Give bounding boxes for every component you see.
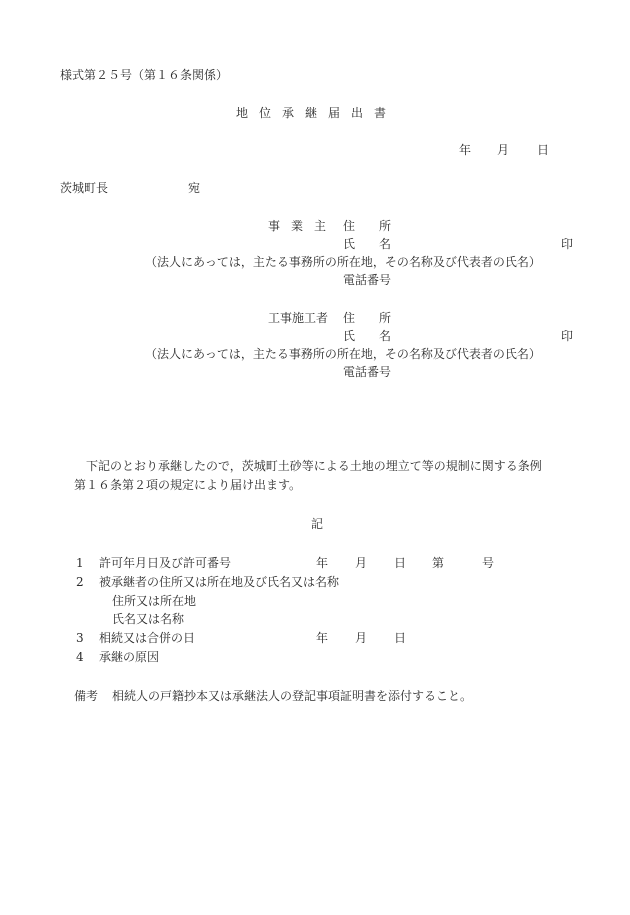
business-owner-address-label: 住 所 (343, 219, 392, 233)
contractor-name-label: 氏 名 (343, 329, 392, 343)
body-line-2: 第１６条第２項の規定により届け出ます。 (74, 478, 302, 492)
item-1-year: 年 (316, 556, 329, 570)
contractor-corporate-note: （法人にあっては，主たる事務所の所在地，その名称及び代表者の氏名） (145, 347, 541, 361)
remarks-text: 相続人の戸籍抄本又は承継法人の登記事項証明書を添付すること。 (112, 689, 473, 703)
contractor-address-label: 住 所 (343, 311, 392, 325)
date-day-label: 日 (537, 143, 550, 157)
business-owner-corporate-note: （法人にあっては，主たる事務所の所在地，その名称及び代表者の氏名） (145, 255, 541, 269)
item-1-no-suffix: 号 (482, 556, 495, 570)
body-line-1: 下記のとおり承継したので，茨城町土砂等による土地の埋立て等の規制に関する条例 (86, 459, 542, 473)
item-3-year: 年 (316, 631, 329, 645)
business-owner-seal: 印 (561, 237, 574, 251)
item-2-number: 2 (76, 575, 84, 589)
item-1-day: 日 (394, 556, 407, 570)
item-3-day: 日 (394, 631, 407, 645)
date-month-label: 月 (497, 143, 510, 157)
contractor-role: 工事施工者 (268, 311, 329, 325)
item-4-label: 承継の原因 (99, 650, 160, 664)
contractor-phone-label: 電話番号 (343, 365, 392, 379)
business-owner-role: 事業主 (268, 219, 338, 233)
item-2-sub-name: 氏名又は名称 (112, 612, 185, 626)
document-title: 地位承継届出書 (236, 106, 398, 120)
item-3-label: 相続又は合併の日 (99, 631, 196, 645)
item-2-label: 被承継者の住所又は所在地及び氏名又は名称 (99, 575, 340, 589)
item-2-sub-address: 住所又は所在地 (112, 594, 197, 608)
business-owner-name-label: 氏 名 (343, 237, 392, 251)
item-3-month: 月 (355, 631, 368, 645)
contractor-seal: 印 (561, 329, 574, 343)
item-4-number: 4 (76, 650, 84, 664)
item-1-label: 許可年月日及び許可番号 (99, 556, 232, 570)
date-year-label: 年 (459, 143, 472, 157)
addressee-name: 茨城町長 (60, 181, 109, 195)
item-1-month: 月 (355, 556, 368, 570)
addressee-suffix: 宛 (188, 181, 201, 195)
business-owner-phone-label: 電話番号 (343, 273, 392, 287)
item-1-number: 1 (76, 556, 84, 570)
remarks-label: 備考 (74, 689, 99, 703)
ki-heading: 記 (311, 517, 324, 531)
form-number: 様式第２５号（第１６条関係） (60, 68, 229, 82)
item-1-no-prefix: 第 (432, 556, 445, 570)
item-3-number: 3 (76, 631, 84, 645)
